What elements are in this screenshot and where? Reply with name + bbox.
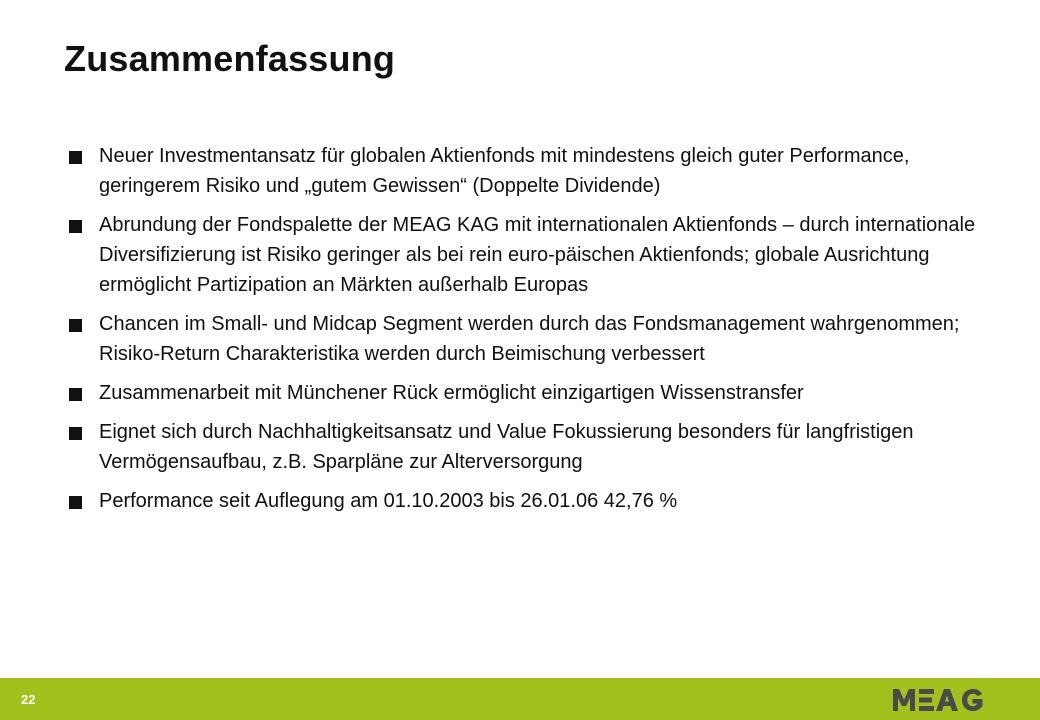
square-bullet-icon	[69, 151, 82, 164]
bullet-text: Zusammenarbeit mit Münchener Rück ermöglicht einzigartigen Wissenstransfer	[99, 382, 804, 404]
square-bullet-icon	[69, 496, 82, 509]
bullet-item	[68, 417, 1003, 477]
bullet-item	[68, 141, 1003, 201]
square-bullet-icon	[69, 319, 82, 332]
summary-bullet-list	[68, 141, 1003, 525]
bullet-item	[68, 378, 1003, 408]
bullet-text: Eignet sich durch Nachhaltigkeitsansatz und Value Fokussierung besonders für langfristigen Vermögensaufbau, z.B. Sparpläne zur Alterversorgung	[99, 421, 914, 473]
footer-bar	[0, 678, 1040, 720]
square-bullet-icon	[69, 427, 82, 440]
square-bullet-icon	[69, 220, 82, 233]
bullet-text: Chancen im Small- und Midcap Segment werden durch das Fondsmanagement wahrgenommen; Risiko-Return Charakteristika werden durch Beimischung verbessert	[99, 313, 960, 365]
bullet-item	[68, 210, 1003, 300]
bullet-text: Performance seit Auflegung am 01.10.2003 bis 26.01.06 42,76 %	[99, 490, 678, 512]
bullet-text: Neuer Investmentansatz für globalen Aktienfonds mit mindestens gleich guter Performance, geringerem Risiko und „gutem Gewissen“ (Doppelte Dividende)	[99, 145, 910, 197]
slide-title: Zusammenfassung	[64, 38, 396, 79]
meag-logo	[892, 686, 984, 714]
bullet-item	[68, 486, 1003, 516]
bullet-item	[68, 309, 1003, 369]
page-number: 22	[21, 692, 36, 707]
bullet-text: Abrundung der Fondspalette der MEAG KAG mit internationalen Aktienfonds – durch internationale Diversifizierung ist Risiko geringer als bei rein euro-päischen Aktienfonds; globale Ausrichtung ermöglicht Partizipation an Märkten außerhalb Europas	[99, 214, 976, 296]
square-bullet-icon	[69, 388, 82, 401]
